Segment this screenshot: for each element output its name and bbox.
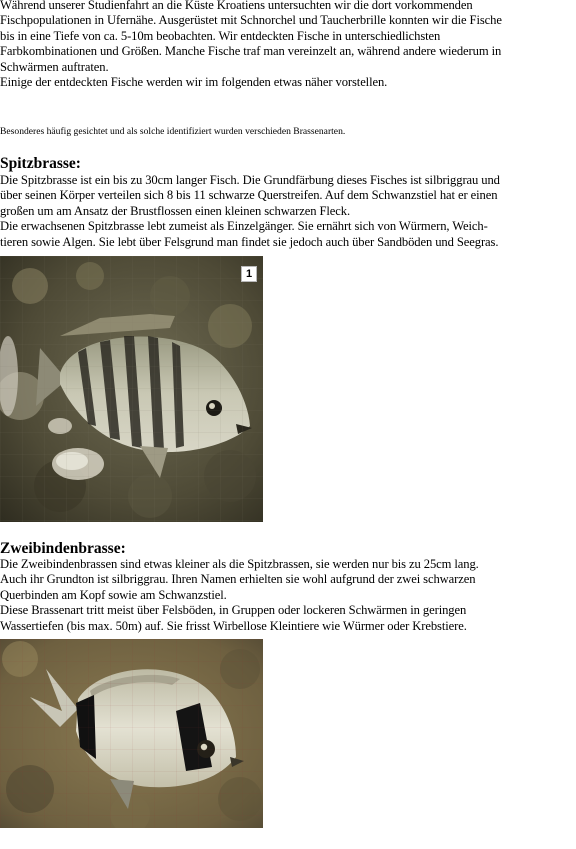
spitzbrasse-line: über seinen Körper verteilen sich 8 bis 11 schwarze Querstreifen. Auf dem Schwanzstiel hat er einen bbox=[0, 188, 498, 203]
spitzbrasse-line: tieren sowie Algen. Sie lebt über Felsgrund man findet sie jedoch auch über Sandböden und Seegras. bbox=[0, 234, 499, 249]
brassen-note: Besonderes häufig gesichtet und als solche identifiziert wurden verschieden Brassenarten. bbox=[0, 126, 346, 137]
spitzbrasse-photo bbox=[0, 256, 263, 522]
spitzbrasse-paragraph bbox=[0, 173, 570, 250]
spitzbrasse-line: großen um am Ansatz der Brustflossen einen kleinen schwarzen Fleck. bbox=[0, 203, 351, 218]
spitzbrasse-line: Die Spitzbrasse ist ein bis zu 30cm langer Fisch. Die Grundfärbung dieses Fisches ist silbriggrau und bbox=[0, 173, 500, 187]
photo-number-badge: 1 bbox=[241, 266, 257, 282]
zweibindenbrasse-line: Querbinden am Kopf sowie am Schwanzstiel. bbox=[0, 587, 227, 602]
zweibindenbrasse-line: Wassertiefen (bis max. 50m) auf. Sie frisst Wirbellose Kleintiere wie Würmer oder Krebstiere. bbox=[0, 618, 467, 633]
intro-paragraph bbox=[0, 0, 570, 90]
zweibindenbrasse-line: Die Zweibindenbrassen sind etwas kleiner als die Spitzbrassen, sie werden nur bis zu 25cm lang. bbox=[0, 557, 479, 571]
intro-line: Während unserer Studienfahrt an die Küste Kroatiens untersuchten wir die dort vorkommenden bbox=[0, 0, 473, 12]
zweibindenbrasse-photo bbox=[0, 639, 263, 828]
intro-line: Einige der entdeckten Fische werden wir im folgenden etwas näher vorstellen. bbox=[0, 75, 388, 90]
spitzbrasse-fish-illustration bbox=[0, 256, 263, 522]
intro-line: Farbkombinationen und Größen. Manche Fische traf man vereinzelt an, während andere wiederum in bbox=[0, 44, 502, 59]
zweibindenbrasse-fish-illustration bbox=[0, 639, 263, 828]
zweibindenbrasse-line: Diese Brassenart tritt meist über Felsböden, in Gruppen oder lockeren Schwärmen in geringen bbox=[0, 603, 467, 618]
section-heading-spitzbrasse: Spitzbrasse: bbox=[0, 155, 81, 172]
section-heading-zweibindenbrasse: Zweibindenbrasse: bbox=[0, 540, 126, 557]
spitzbrasse-line: Die erwachsenen Spitzbrasse lebt zumeist als Einzelgänger. Sie ernährt sich von Würmern, Weich- bbox=[0, 219, 488, 234]
zweibindenbrasse-paragraph bbox=[0, 557, 570, 634]
zweibindenbrasse-line: Auch ihr Grundton ist silbriggrau. Ihren Namen erhielten sie wohl aufgrund der zwei schwarzen bbox=[0, 572, 476, 587]
intro-line: Fischpopulationen in Ufernähe. Ausgerüstet mit Schnorchel und Taucherbrille konnten wir die Fische bbox=[0, 13, 502, 28]
intro-line: Schwärmen auftraten. bbox=[0, 59, 109, 74]
intro-line: bis in eine Tiefe von ca. 5-10m beobachten. Wir entdeckten Fische in unterschiedlichsten bbox=[0, 28, 441, 43]
